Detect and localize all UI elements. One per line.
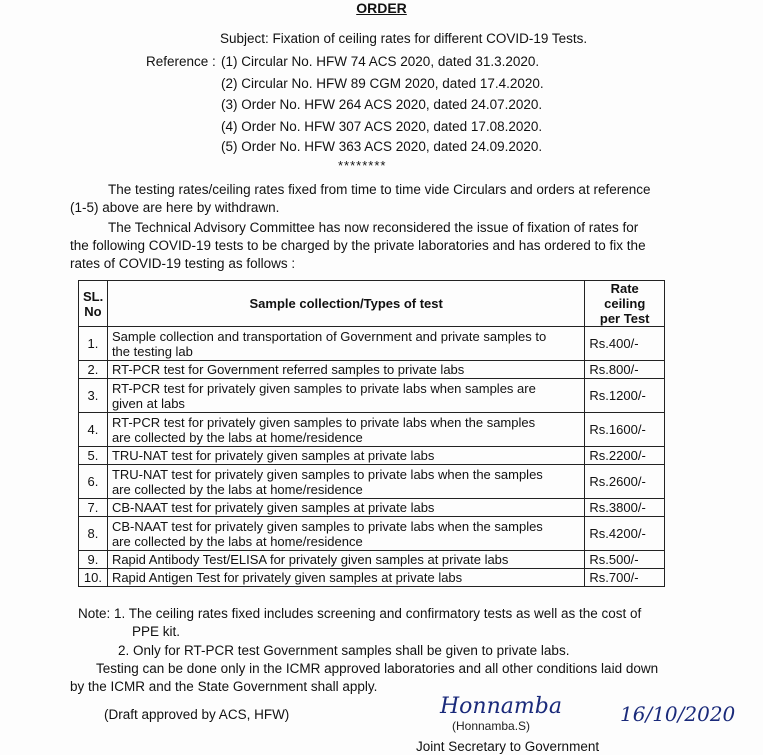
table-row (79, 517, 665, 551)
row-test-line: given at labs (111, 395, 185, 411)
draft-approved: (Draft approved by ACS, HFW) (104, 707, 290, 722)
reference-2: (2) Circular No. HFW 89 CGM 2020, dated 17.4.2020. (221, 76, 544, 91)
row-test-description (107, 447, 584, 465)
reference-4: (4) Order No. HFW 307 ACS 2020, dated 17.08.2020. (221, 119, 543, 134)
header-sl-no (79, 281, 108, 327)
table-row (79, 379, 665, 413)
row-sl-no: 2. (79, 361, 108, 379)
row-test-line: are collected by the labs at home/residence (111, 429, 363, 445)
row-sl-no: 3. (79, 379, 108, 413)
para2-line3: rates of COVID-19 testing as follows : (70, 256, 296, 271)
row-test-description (107, 517, 584, 551)
row-rate: Rs.2200/- (585, 447, 665, 465)
row-test-line: are collected by the labs at home/residence (111, 533, 363, 549)
row-test-description (107, 465, 584, 499)
row-sl-no: 9. (79, 551, 108, 569)
signatory-name: (Honnamba.S) (452, 719, 531, 733)
order-title: ORDER (356, 0, 407, 16)
table-row (79, 327, 665, 361)
reference-1: (1) Circular No. HFW 74 ACS 2020, dated 31.3.2020. (221, 54, 540, 69)
row-sl-no: 4. (79, 413, 108, 447)
note1-line1: Note: 1. The ceiling rates fixed includes screening and confirmatory tests as well as the cost of (78, 606, 642, 621)
row-sl-no: 1. (79, 327, 108, 361)
row-sl-no: 7. (79, 499, 108, 517)
table-row (79, 413, 665, 447)
closing-line2: by the ICMR and the State Government shall apply. (70, 679, 378, 694)
row-test-description (107, 379, 584, 413)
row-test-line: are collected by the labs at home/residence (111, 481, 363, 497)
row-test-line: TRU-NAT test for privately given samples to private labs when the samples (111, 466, 543, 482)
row-rate: Rs.500/- (585, 551, 665, 569)
row-rate: Rs.1600/- (585, 413, 665, 447)
para2-line2: the following COVID-19 tests to be charged by the private laboratories and has ordered to fix the (70, 238, 646, 253)
table-row (79, 499, 665, 517)
header-rate-line1: Rate ceiling (604, 281, 646, 311)
designation: Joint Secretary to Government (416, 739, 600, 754)
row-test-line: Rapid Antigen Test for privately given samples at private labs (111, 570, 463, 585)
signature-scrawl: Honnamba (440, 694, 562, 719)
table-row (79, 465, 665, 499)
row-rate: Rs.3800/- (585, 499, 665, 517)
header-sl-line1: SL. (83, 288, 104, 304)
table-row (79, 569, 665, 587)
note2: 2. Only for RT-PCR test Government samples shall be given to private labs. (118, 643, 570, 658)
separator-stars: ******** (338, 158, 387, 173)
table-header-row (79, 281, 665, 327)
row-rate: Rs.800/- (585, 361, 665, 379)
rates-table (78, 280, 665, 587)
subject-line: Subject: Fixation of ceiling rates for different COVID-19 Tests. (220, 31, 588, 46)
row-test-description (107, 569, 584, 587)
header-rate-ceiling (585, 281, 665, 327)
para2-line1: The Technical Advisory Committee has now reconsidered the issue of fixation of rates for (108, 220, 639, 235)
row-sl-no: 8. (79, 517, 108, 551)
table-row (79, 551, 665, 569)
row-test-description (107, 499, 584, 517)
row-test-line: Sample collection and transportation of Government and private samples to (111, 328, 547, 344)
row-rate: Rs.4200/- (585, 517, 665, 551)
row-test-line: CB-NAAT test for privately given samples at private labs (111, 500, 435, 515)
row-test-line: RT-PCR test for Government referred samples to private labs (111, 362, 465, 377)
row-test-line: the testing lab (111, 343, 193, 359)
row-test-description (107, 327, 584, 361)
reference-label: Reference : (146, 54, 216, 69)
para1-line2: (1-5) above are here by withdrawn. (70, 200, 280, 215)
closing-line1: Testing can be done only in the ICMR approved laboratories and all other conditions laid down (96, 661, 659, 676)
para1-line1: The testing rates/ceiling rates fixed from time to time vide Circulars and orders at reference (108, 182, 651, 197)
row-rate: Rs.700/- (585, 569, 665, 587)
note1-line2: PPE kit. (132, 624, 181, 639)
row-test-description (107, 361, 584, 379)
table-row (79, 361, 665, 379)
reference-5: (5) Order No. HFW 363 ACS 2020, dated 24.09.2020. (221, 139, 543, 154)
row-rate: Rs.2600/- (585, 465, 665, 499)
row-test-description (107, 413, 584, 447)
row-test-line: TRU-NAT test for privately given samples at private labs (111, 448, 435, 463)
table-row (79, 447, 665, 465)
reference-3: (3) Order No. HFW 264 ACS 2020, dated 24.07.2020. (221, 97, 543, 112)
row-rate: Rs.1200/- (585, 379, 665, 413)
row-test-line: Rapid Antibody Test/ELISA for privately given samples at private labs (111, 552, 509, 567)
row-rate: Rs.400/- (585, 327, 665, 361)
header-test-type: Sample collection/Types of test (107, 281, 584, 327)
row-test-line: RT-PCR test for privately given samples to private labs when samples are (111, 380, 536, 396)
header-sl-line2: No (84, 303, 102, 319)
signature-date: 16/10/2020 (620, 702, 736, 726)
row-test-description (107, 551, 584, 569)
row-sl-no: 5. (79, 447, 108, 465)
row-test-line: RT-PCR test for privately given samples to private labs when the samples (111, 414, 536, 430)
row-sl-no: 10. (79, 569, 108, 587)
header-rate-line2: per Test (599, 311, 650, 326)
row-sl-no: 6. (79, 465, 108, 499)
row-test-line: CB-NAAT test for privately given samples to private labs when the samples (111, 518, 543, 534)
